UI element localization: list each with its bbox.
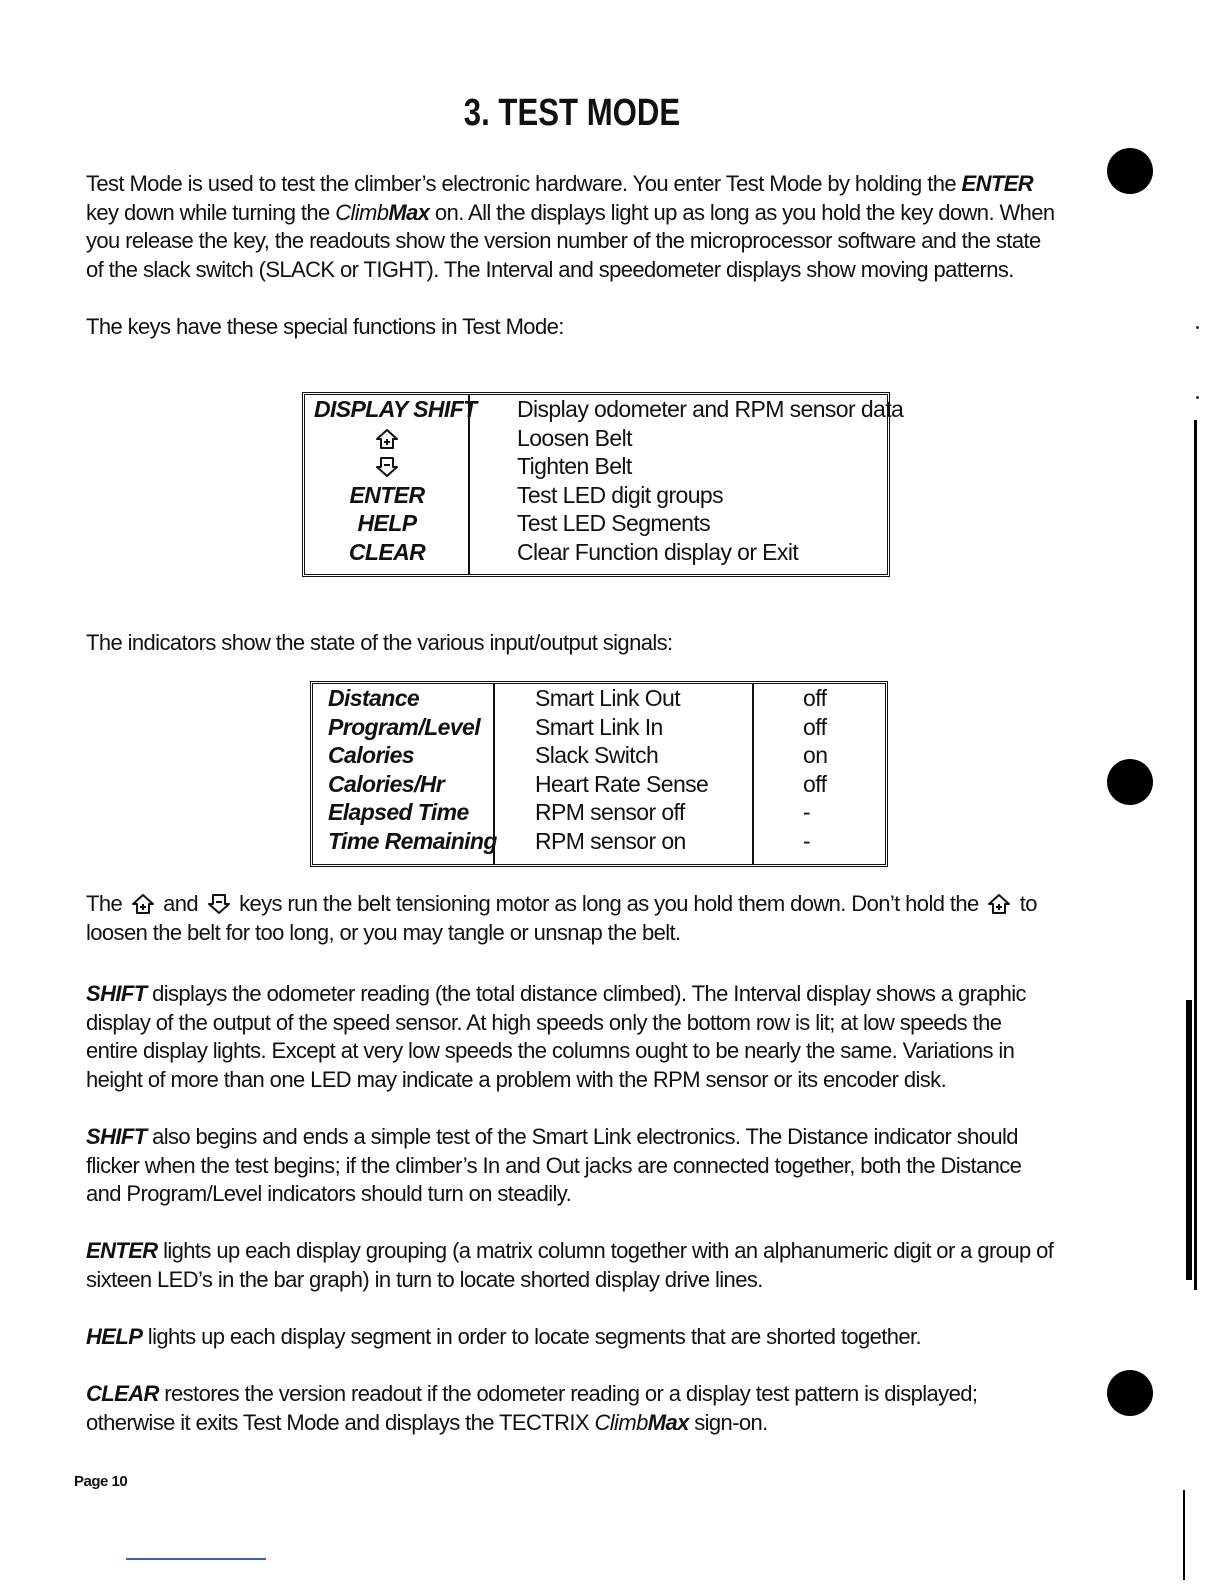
state-cell: off: [803, 713, 827, 740]
function-cell: Loosen Belt: [517, 424, 632, 451]
enter-paragraph: [86, 1237, 1056, 1294]
arrow-para-text-a: The: [86, 891, 123, 916]
page-title: 3. TEST MODE: [463, 92, 681, 134]
indicator-cell: Calories: [328, 742, 414, 769]
clear-keyword: CLEAR: [86, 1381, 159, 1406]
function-cell: Tighten Belt: [517, 453, 632, 480]
state-cell: off: [803, 770, 827, 797]
punch-hole: [1107, 148, 1153, 194]
shift-keyword: SHIFT: [86, 981, 147, 1006]
down-arrow-key-icon: [375, 456, 399, 478]
page-edge-shadow: [1186, 1000, 1192, 1280]
signal-cell: Slack Switch: [535, 742, 659, 769]
signal-cell: RPM sensor on: [535, 827, 686, 854]
state-cell: off: [803, 685, 827, 711]
clear-para-text-b: sign-on.: [688, 1409, 768, 1435]
key-clear: CLEAR: [348, 538, 426, 565]
key-up-arrow: [305, 424, 469, 453]
function-cell: Test LED digit groups: [517, 481, 724, 508]
arrow-para-text-d: to loosen the belt for too long, or you may tangle or unsnap the belt.: [86, 891, 1037, 945]
shift-paragraph-2: [86, 1123, 1056, 1209]
indicators-column: [328, 684, 498, 864]
intro-text-c: on. All the displays light up as long as you hold the key down. When you release the key, the readouts show the version number of the microprocessor software and the state of the slack switch (SLACK or TIGHT). The Interval and speedometer displays show moving patterns.: [86, 199, 1055, 282]
up-arrow-key-icon: [131, 893, 155, 915]
shift-para1-text: displays the odometer reading (the total distance climbed). The Interval display shows a graphic display of the output of the speed sensor. At high speeds only the bottom row is lit; at low speeds the entire display lights. Except at very low speeds the columns ought to be nearly the same. Variations in height of more than one LED may indicate a problem with the RPM sensor or its encoder disk.: [86, 981, 1026, 1092]
function-cell: Test LED Segments: [517, 510, 711, 537]
intro-paragraph: [86, 170, 1056, 284]
function-cell: Clear Function display or Exit: [517, 538, 799, 565]
shift-para2-text: also begins and ends a simple test of the Smart Link electronics. The Distance indicator should flicker when the test begins; if the climber’s In and Out jacks are connected together, both the Distance and Program/Level indicators should turn on steadily.: [86, 1124, 1022, 1207]
keys-function-table: [302, 392, 904, 577]
up-arrow-key-icon: [375, 428, 399, 450]
key-help: HELP: [357, 510, 417, 537]
brand-max: Max: [388, 199, 430, 225]
shift-paragraph-1: [86, 980, 1056, 1094]
punch-hole: [1107, 759, 1153, 805]
indicator-cell: Time Remaining: [328, 827, 497, 854]
brand-max: Max: [647, 1409, 689, 1435]
state-cell: on: [803, 742, 828, 769]
arrow-para-text-b: and: [163, 891, 199, 916]
enter-para-text: lights up each display grouping (a matrix column together with an alphanumeric digit or a group of sixteen LED’s in the bar graph) in turn to locate shorted display drive lines.: [86, 1238, 1054, 1292]
signals-column: [535, 684, 755, 864]
key-down-arrow: [305, 452, 469, 481]
scan-speck: [1196, 396, 1199, 399]
scan-mark: [126, 1558, 266, 1560]
clear-para-text-a: restores the version readout if the odometer reading or a display test pattern is displayed; otherwise it exits Test Mode and displays the TECTRIX: [86, 1381, 978, 1435]
signal-cell: Heart Rate Sense: [535, 770, 709, 797]
clear-paragraph: [86, 1380, 1056, 1437]
brand-climb: Climb: [335, 199, 389, 225]
arrow-keys-paragraph: [86, 890, 1056, 947]
indicators-intro-paragraph: The indicators show the state of the various input/output signals:: [86, 630, 673, 655]
enter-keyword: ENTER: [961, 171, 1034, 196]
signal-cell: Smart Link In: [535, 713, 663, 740]
punch-hole: [1107, 1370, 1153, 1416]
page-number: Page 10: [74, 1473, 128, 1490]
state-cell: -: [803, 827, 811, 854]
indicator-cell: Program/Level: [328, 713, 480, 740]
intro-text-b: key down while turning the: [86, 199, 336, 225]
help-keyword: HELP: [86, 1324, 143, 1349]
page-edge-shadow: [1183, 1490, 1185, 1580]
keys-intro-paragraph: The keys have these special functions in Test Mode:: [86, 314, 564, 339]
down-arrow-key-icon: [207, 893, 231, 915]
brand-climb: Climb: [594, 1409, 648, 1435]
indicator-cell: Calories/Hr: [328, 770, 445, 797]
signal-cell: Smart Link Out: [535, 685, 680, 711]
enter-keyword: ENTER: [86, 1238, 158, 1263]
keys-column: [305, 395, 477, 574]
indicator-cell: Distance: [328, 685, 420, 711]
states-column: [803, 684, 843, 864]
intro-text-a: Test Mode is used to test the climber’s electronic hardware. You enter Test Mode by holding the: [86, 171, 962, 196]
page-edge-shadow: [1194, 420, 1197, 1290]
indicators-table: [310, 681, 888, 867]
signal-cell: RPM sensor off: [535, 799, 685, 826]
shift-keyword: SHIFT: [86, 1124, 147, 1149]
state-cell: -: [803, 799, 811, 826]
help-para-text: lights up each display segment in order to locate segments that are shorted together.: [142, 1324, 922, 1349]
scan-speck: [1196, 326, 1199, 329]
help-paragraph: [86, 1323, 1056, 1352]
arrow-para-text-c: keys run the belt tensioning motor as long as you hold them down. Don’t hold the: [239, 891, 979, 916]
indicator-cell: Elapsed Time: [328, 799, 469, 826]
up-arrow-key-icon: [987, 893, 1011, 915]
functions-column: [517, 395, 904, 574]
key-display-shift: DISPLAY SHIFT: [314, 396, 477, 422]
function-cell: Display odometer and RPM sensor data: [517, 396, 904, 422]
key-enter: ENTER: [349, 481, 425, 508]
